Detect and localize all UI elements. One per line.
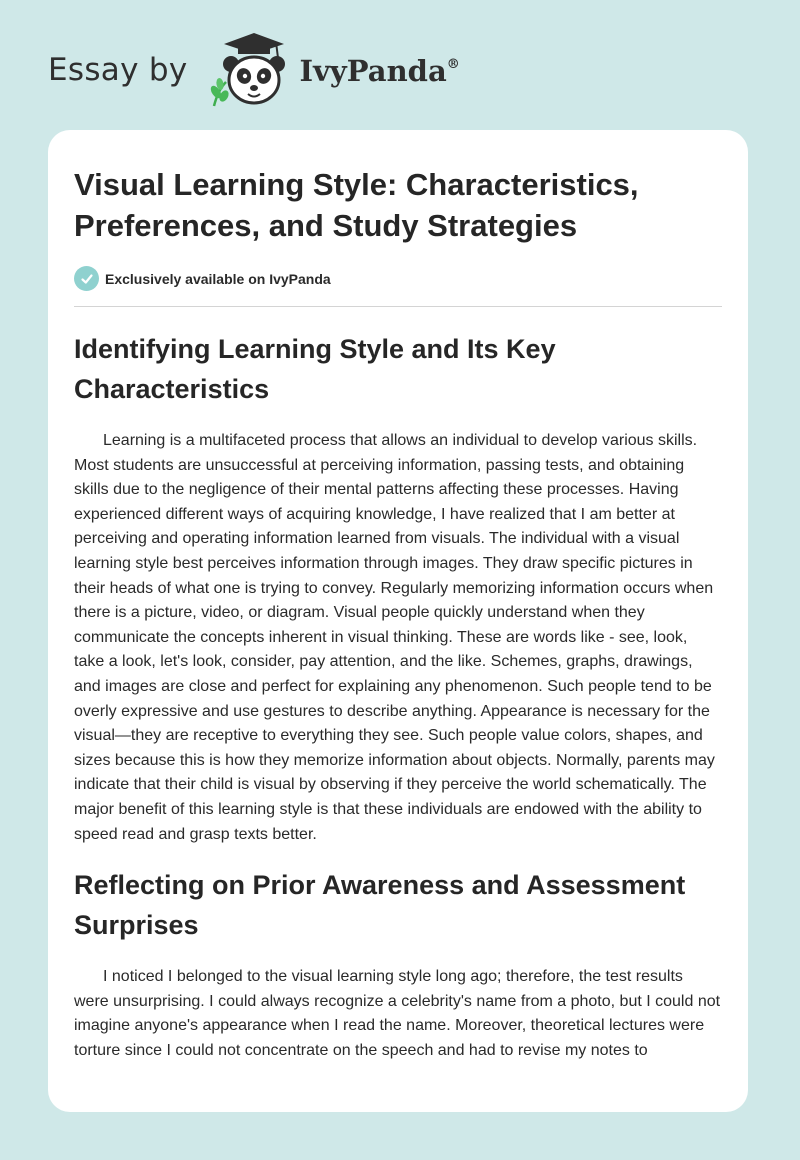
badge-label: Exclusively available on IvyPanda: [105, 270, 331, 287]
check-icon: [74, 266, 99, 291]
brand-name[interactable]: [300, 54, 460, 88]
exclusive-badge: [74, 266, 722, 291]
section-paragraph-2: I noticed I belonged to the visual learning style long ago; therefore, the test results were unsurprising. I could always recognize a celebrity's name from a photo, but I could not imagine anyone's appearance when I read the name. Moreover, theoretical lectures were torture since I could not concentrate on the speech and had to revise my notes to: [74, 968, 721, 1059]
section-heading-2: Reflecting on Prior Awareness and Assessment Surprises: [74, 870, 686, 941]
section-heading-1: Identifying Learning Style and Its Key Characteristics: [74, 334, 556, 404]
title-divider: [74, 306, 722, 307]
site-header: [48, 30, 460, 110]
essay-by-label: Essay by: [48, 52, 188, 88]
trademark-mark: ®: [446, 57, 460, 73]
section-paragraph-1: Learning is a multifaceted process that allows an individual to develop various skills. Most students are unsuccessful at perceiving information, passing tests, and obtaining skills due to the negligence of their mental patterns affecting these processes. Having experienced different ways of acquiring knowledge, I have realized that I am better at perceiving and operating information learned from visuals. The individual with a visual learning style best perceives information through images. They draw specific pictures in their heads of what one is trying to convey. Regularly memorizing information occurs when there is a picture, video, or diagram. Visual people quickly understand when they communicate the concepts inherent in visual thinking. These are words like - see, look, take a look, let's look, consider, pay attention, and the like. Schemes, graphs, drawings, and images are close and perfect for explaining any phenomenon. Such people tend to be overly expressive and use gestures to describe anything. Appearance is necessary for the visual—they are receptive to everything they see. Such people value colors, shapes, and sizes because this is how they memorize information about objects. Normally, parents may indicate that their child is visual by observing if they perceive the world schematically. The major benefit of this learning style is that these individuals are endowed with the ability to speed read and grasp texts better.: [74, 432, 715, 843]
essay-title: Visual Learning Style: Characteristics, Preferences, and Study Strategies: [74, 167, 639, 243]
brand-name-text: IvyPanda: [299, 54, 447, 88]
essay-card: [48, 130, 748, 1112]
panda-graduate-icon[interactable]: [202, 30, 298, 110]
